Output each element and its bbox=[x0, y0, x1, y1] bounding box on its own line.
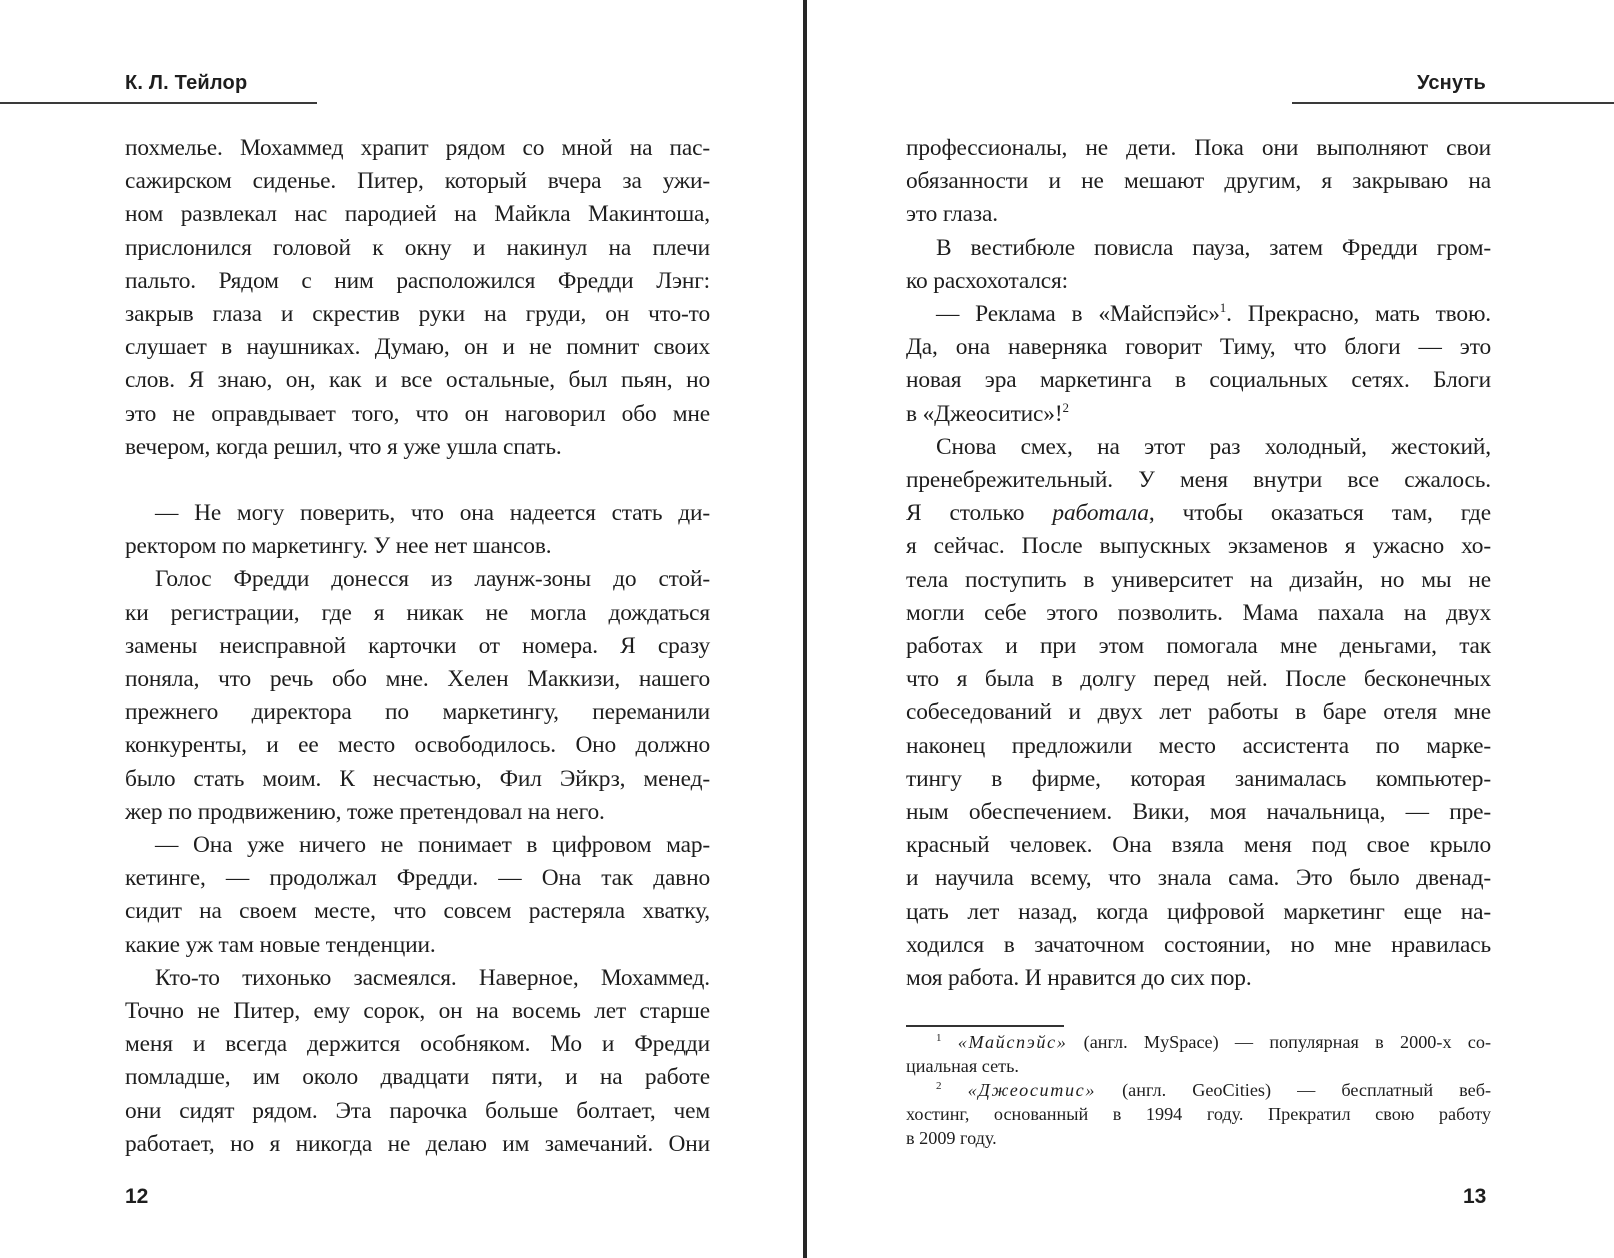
text-line: красный человек. Она взяла меня под свое крыло bbox=[906, 832, 1491, 859]
footnote-text: (англ. GeoCities) — бесплатный веб- bbox=[1096, 1080, 1491, 1100]
book-spine bbox=[803, 0, 807, 1258]
text-segment: в «Джеоситис»! bbox=[906, 400, 1063, 427]
text-line: они сидят рядом. Эта парочка больше болтает, чем bbox=[125, 1097, 710, 1124]
text-line: слов. Я знаю, он, как и все остальные, был пьян, но bbox=[125, 367, 710, 394]
text-line: похмелье. Мохаммед храпит рядом со мной на пас- bbox=[125, 135, 710, 161]
text-line: — Она уже ничего не понимает в цифровом мар- bbox=[155, 832, 710, 859]
text-segment: Я столько bbox=[906, 500, 1053, 527]
text-line: сидит на своем месте, что совсем растеряла хватку, bbox=[125, 898, 710, 925]
header-rule bbox=[0, 102, 317, 104]
running-head-title: Уснуть bbox=[1416, 72, 1486, 94]
footnote-1 bbox=[906, 1030, 1491, 1054]
text-line: профессионалы, не дети. Пока они выполняют свои bbox=[906, 135, 1491, 161]
footnote-line: циальная сеть. bbox=[906, 1056, 1019, 1076]
text-line: кетинге, — продолжал Фредди. — Она так давно bbox=[125, 865, 710, 892]
text-line: поняла, что речь обо мне. Хелен Маккизи, нашего bbox=[125, 666, 710, 693]
text-line: В вестибюле повисла пауза, затем Фредди гром- bbox=[936, 234, 1491, 261]
text-line: работах и при этом помогала мне деньгами, так bbox=[906, 633, 1491, 660]
text-line: цать лет назад, когда цифровой маркетинг еще на- bbox=[906, 898, 1491, 925]
text-line: Снова смех, на этот раз холодный, жестокий, bbox=[936, 433, 1491, 460]
text-line: моя работа. И нравится до сих пор. bbox=[906, 965, 1252, 992]
running-head-author: К. Л. Тейлор bbox=[125, 72, 248, 94]
text-line: что я была в долгу перед ней. После бесконечных bbox=[906, 666, 1491, 693]
text-line: и научила всему, что знала сама. Это было двенад- bbox=[906, 865, 1491, 892]
text-line: собеседований и двух лет работы в баре отеля мне bbox=[906, 699, 1491, 726]
footnote-2 bbox=[906, 1078, 1491, 1102]
emphasized-word: работала bbox=[1052, 500, 1149, 527]
text-segment: , чтобы оказаться там, где bbox=[1148, 500, 1491, 527]
footnote-separator bbox=[906, 1025, 1064, 1027]
right-page-body bbox=[906, 132, 1491, 995]
text-line: какие уж там новые тенденции. bbox=[125, 931, 436, 958]
text-line: меня и всегда держится особняком. Мо и Фредди bbox=[125, 1031, 710, 1058]
text-segment: — Реклама в «Майспэйс» bbox=[936, 301, 1220, 328]
text-line: это не оправдывает того, что он наговорил обо мне bbox=[125, 400, 710, 427]
text-line: жер по продвижению, тоже претендовал на него. bbox=[125, 798, 605, 825]
text-line-with-footnote-ref bbox=[906, 298, 1491, 331]
footnote-line: в 2009 году. bbox=[906, 1128, 997, 1148]
text-line: тела поступить в университет на дизайн, но мы не bbox=[906, 566, 1491, 593]
text-line: ректором по маркетингу. У нее нет шансов. bbox=[125, 533, 552, 560]
text-line: тингу в фирме, которая занималась компьютер- bbox=[906, 765, 1491, 792]
text-line: было стать моим. К несчастью, Фил Эйкрз, менед- bbox=[125, 765, 710, 792]
text-line-with-footnote-ref bbox=[906, 398, 1491, 431]
text-line: прислонился головой к окну и накинул на плечи bbox=[125, 234, 710, 261]
text-line: ки регистрации, где я никак не могла дождаться bbox=[125, 599, 710, 626]
text-line: работает, но я никогда не делаю им замечаний. Они bbox=[125, 1130, 710, 1157]
text-line: Точно не Питер, ему сорок, он на восемь лет старше bbox=[125, 998, 710, 1025]
text-line: Кто-то тихонько засмеялся. Наверное, Мохаммед. bbox=[155, 964, 710, 991]
footnote-text: (англ. MySpace) — популярная в 2000-х со- bbox=[1067, 1032, 1492, 1052]
text-line: новая эра маркетинга в социальных сетях. Блоги bbox=[906, 367, 1491, 394]
text-line: могли себе этого позволить. Мама пахала на двух bbox=[906, 599, 1491, 626]
text-line: сажирском сиденье. Питер, который вчера за ужи- bbox=[125, 168, 710, 195]
text-line: Голос Фредди донесся из лаунж-зоны до стой- bbox=[155, 566, 710, 593]
text-line: — Не могу поверить, что она надеется стать ди- bbox=[155, 500, 710, 527]
header-rule bbox=[1292, 102, 1614, 104]
text-line: ным обеспечением. Вики, моя начальница, — пре- bbox=[906, 799, 1491, 826]
footnote-marker: 2 bbox=[936, 1080, 942, 1092]
text-line: закрыв глаза и скрестив руки на груди, он что-то bbox=[125, 301, 710, 328]
footnote-term: «Джеоситис» bbox=[967, 1080, 1097, 1100]
text-line: это глаза. bbox=[906, 201, 998, 228]
text-line: прежнего директора по маркетингу, переманили bbox=[125, 699, 710, 726]
text-line: пальто. Рядом с ним расположился Фредди Лэнг: bbox=[125, 267, 710, 294]
text-line: слушает в наушниках. Думаю, он и не помнит своих bbox=[125, 334, 710, 361]
text-segment: . Прекрасно, мать твою. bbox=[1226, 301, 1491, 328]
text-line: я сейчас. После выпускных экзаменов я ужасно хо- bbox=[906, 533, 1491, 560]
text-line: вечером, когда решил, что я уже ушла спать. bbox=[125, 433, 562, 460]
footnote-term: «Майспэйс» bbox=[957, 1032, 1068, 1052]
text-line: замены неисправной карточки от номера. Я сразу bbox=[125, 632, 710, 659]
page-number: 13 bbox=[1463, 1185, 1487, 1208]
footnote-ref-2[interactable]: 2 bbox=[1062, 399, 1069, 415]
section-break bbox=[125, 464, 710, 497]
text-line: помладше, им около двадцати пяти, и на работе bbox=[125, 1064, 710, 1091]
text-line: ходился в зачаточном состоянии, но мне нравилась bbox=[906, 931, 1491, 958]
footnotes bbox=[906, 1030, 1491, 1150]
text-line: ном развлекал нас пародией на Майкла Макинтоша, bbox=[125, 201, 710, 228]
text-line: Да, она наверняка говорит Тиму, что блоги — это bbox=[906, 334, 1491, 361]
left-page-body bbox=[125, 132, 710, 1161]
text-line: наконец предложили место ассистента по марке- bbox=[906, 732, 1491, 759]
page-number: 12 bbox=[125, 1185, 149, 1208]
text-line: пренебрежительный. У меня внутри все сжалось. bbox=[906, 467, 1491, 494]
footnote-line: хостинг, основанный в 1994 году. Прекратил свою работу bbox=[906, 1104, 1491, 1124]
text-line: конкуренты, и ее место освободилось. Оно должно bbox=[125, 732, 710, 759]
footnote-marker: 1 bbox=[936, 1032, 942, 1044]
text-line: ко расхохотался: bbox=[906, 267, 1068, 294]
footnote-ref-1[interactable]: 1 bbox=[1219, 300, 1227, 316]
text-line-with-emphasis bbox=[906, 497, 1491, 530]
text-line: обязанности и не мешают другим, я закрываю на bbox=[906, 168, 1491, 195]
